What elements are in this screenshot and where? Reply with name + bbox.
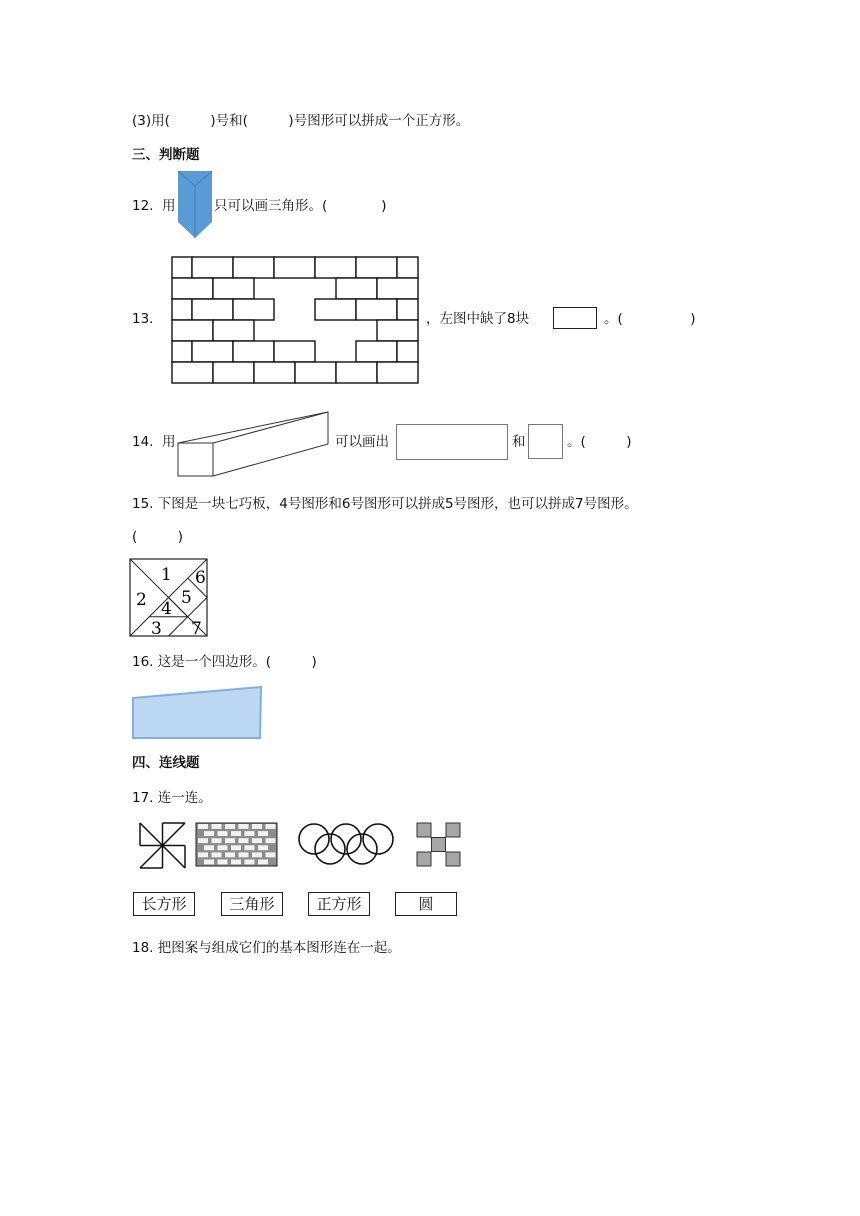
pattern-brick	[258, 860, 268, 865]
pattern-brick	[231, 860, 241, 865]
wall-brick	[213, 320, 254, 341]
pattern-brick	[212, 824, 222, 829]
q18-text: 18. 把图案与组成它们的基本图形连在一起。	[132, 940, 401, 956]
wall-brick	[172, 257, 192, 278]
tangram-image	[129, 558, 209, 638]
q12-number: 12.	[132, 198, 154, 214]
rectangle-face-box	[396, 424, 508, 460]
pattern-brick	[198, 824, 208, 829]
wall-brick	[397, 257, 418, 278]
wall-brick	[356, 257, 397, 278]
q14-and: 和	[512, 434, 526, 450]
wall-brick	[233, 341, 274, 362]
pattern-brick	[239, 852, 249, 857]
wall-brick	[274, 257, 315, 278]
option-circle[interactable]: 圆	[395, 892, 457, 916]
wall-brick	[336, 278, 377, 299]
wall-brick	[315, 257, 356, 278]
section-4-title: 四、连线题	[132, 755, 200, 771]
pattern-brick	[258, 845, 268, 850]
pattern-brick	[218, 845, 228, 850]
wall-brick	[377, 278, 418, 299]
pattern-brick	[239, 824, 249, 829]
pattern-brick	[252, 838, 262, 843]
q12-pre: 用	[162, 198, 176, 214]
brick-wall-image	[171, 256, 419, 384]
wall-brick	[172, 299, 192, 320]
wall-brick	[172, 278, 213, 299]
cuboid-image	[176, 410, 332, 478]
pinwheel-pattern	[139, 822, 187, 870]
wall-brick	[192, 341, 233, 362]
q14-mid: 可以画出	[335, 434, 389, 450]
wall-brick	[356, 299, 397, 320]
pattern-brick	[218, 860, 228, 865]
wall-brick	[172, 362, 213, 383]
q14-pre: 用	[162, 434, 176, 450]
wall-brick	[336, 362, 377, 383]
pattern-brick	[258, 831, 268, 836]
option-triangle[interactable]: 三角形	[221, 892, 283, 916]
pattern-brick	[225, 852, 235, 857]
brick-shape-box	[553, 307, 597, 329]
wall-brick	[233, 299, 274, 320]
q12-post: 只可以画三角形。( )	[214, 198, 387, 214]
option-rectangle[interactable]: 长方形	[133, 892, 195, 916]
pattern-brick	[198, 838, 208, 843]
pattern-brick	[218, 831, 228, 836]
pattern-brick	[212, 838, 222, 843]
pattern-brick	[245, 860, 255, 865]
wall-brick	[397, 341, 418, 362]
pattern-brick	[198, 852, 208, 857]
olympic-rings-pattern	[298, 822, 396, 866]
quadrilateral-image	[131, 685, 263, 741]
squares-pattern	[416, 822, 462, 868]
q15-answer-bracket: ( )	[132, 529, 184, 545]
wall-brick	[233, 257, 274, 278]
wall-brick	[213, 362, 254, 383]
wall-brick	[172, 341, 192, 362]
wall-brick	[172, 320, 213, 341]
wall-brick	[397, 299, 418, 320]
tangram-label-1: 1	[161, 565, 172, 585]
pattern-brick	[225, 838, 235, 843]
pattern-brick	[231, 845, 241, 850]
pattern-brick	[231, 831, 241, 836]
q15-text: 15. 下图是一块七巧板，4号图形和6号图形可以拼成5号图形，也可以拼成7号图形。	[132, 496, 638, 512]
section-3-title: 三、判断题	[132, 147, 200, 163]
tangram-label-6: 6	[195, 568, 206, 588]
square-face-box	[528, 424, 563, 459]
q14-tail: 。( )	[567, 434, 632, 450]
wall-brick	[377, 320, 418, 341]
wall-brick	[295, 362, 336, 383]
wall-brick	[377, 362, 418, 383]
brick-pattern	[195, 822, 279, 868]
tangram-label-2: 2	[136, 590, 147, 610]
pattern-brick	[204, 831, 214, 836]
tangram-label-4: 4	[161, 599, 172, 619]
pattern-brick	[252, 824, 262, 829]
tangram-label-7: 7	[191, 619, 202, 639]
pattern-brick	[225, 824, 235, 829]
pattern-brick	[266, 824, 276, 829]
wall-brick	[315, 299, 356, 320]
wall-brick	[192, 299, 233, 320]
wall-brick	[356, 341, 397, 362]
pattern-brick	[239, 838, 249, 843]
pattern-brick	[266, 852, 276, 857]
pattern-brick	[204, 845, 214, 850]
q13-tail: 。( )	[604, 311, 696, 327]
pattern-brick	[245, 831, 255, 836]
q14-number: 14.	[132, 434, 154, 450]
tangram-label-5: 5	[181, 588, 192, 608]
wall-brick	[192, 257, 233, 278]
tangram-label-3: 3	[151, 619, 162, 639]
wall-brick	[254, 362, 295, 383]
q13-text: ，左图中缺了8块	[426, 311, 530, 327]
q3-part3-text: (3)用( )号和( )号图形可以拼成一个正方形。	[132, 113, 470, 129]
pattern-brick	[245, 845, 255, 850]
q13-number: 13.	[132, 311, 154, 327]
q16-text: 16. 这是一个四边形。( )	[132, 654, 317, 670]
pattern-brick	[212, 852, 222, 857]
pattern-brick	[204, 860, 214, 865]
q17-text: 17. 连一连。	[132, 790, 212, 806]
option-square[interactable]: 正方形	[308, 892, 370, 916]
wall-brick	[274, 341, 315, 362]
pattern-brick	[252, 852, 262, 857]
pattern-brick	[266, 838, 276, 843]
wall-brick	[213, 278, 254, 299]
triangular-prism-image	[177, 170, 213, 240]
